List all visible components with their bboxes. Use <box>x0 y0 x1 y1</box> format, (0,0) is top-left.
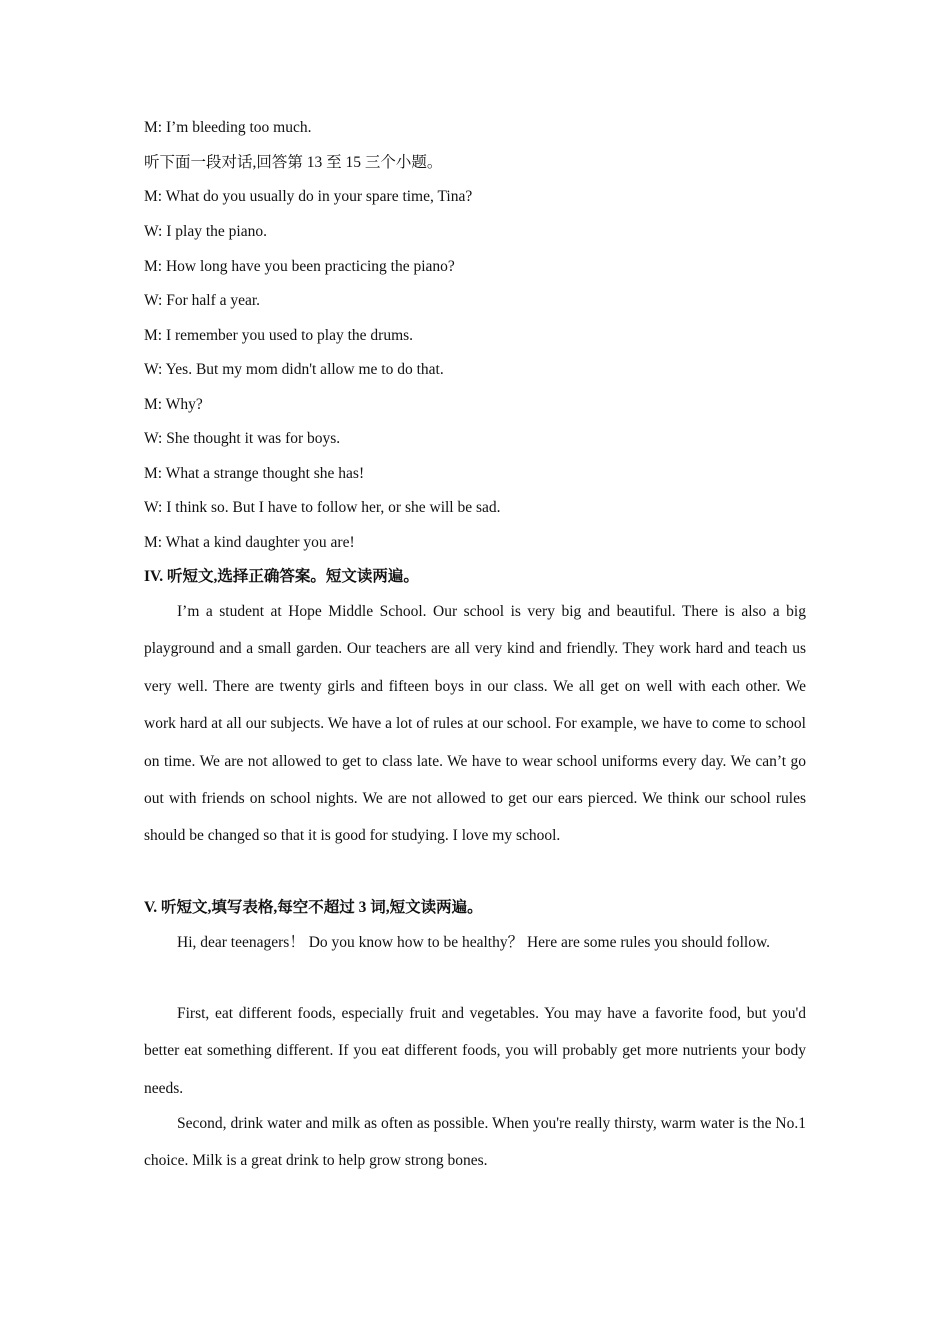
dialogue-line: M: I remember you used to play the drums. <box>144 327 414 344</box>
dialogue-line: W: She thought it was for boys. <box>144 430 341 447</box>
section-iv-heading: IV. 听短文,选择正确答案。短文读两遍。 <box>144 568 419 585</box>
dialogue-line: W: Yes. But my mom didn't allow me to do that. <box>144 361 444 378</box>
dialogue-line: M: How long have you been practicing the piano? <box>144 258 455 275</box>
dialogue-line: W: For half a year. <box>144 292 261 309</box>
dialogue-line: M: What a strange thought she has! <box>144 465 365 482</box>
section-v-paragraph: First, eat different foods, especially fruit and vegetables. You may have a favorite food, but you'd better eat something different. If you eat different foods, you will probably get more nutrients your body needs. <box>144 1005 806 1097</box>
section-iv-passage: I’m a student at Hope Middle School. Our school is very big and beautiful. There is also a big playground and a small garden. Our teachers are all very kind and friendly. They work hard and teach us very well. There are twenty girls and fifteen boys in our class. We all get on well with each other. We work hard at all our subjects. We have a lot of rules at our school. For example, we have to come to school on time. We are not allowed to get to class late. We have to wear school uniforms every day. We can’t go out with friends on school nights. We are not allowed to get our ears pierced. We think our school rules should be changed so that it is good for studying. I love my school. <box>144 603 806 845</box>
dialogue-line: M: What a kind daughter you are! <box>144 534 355 551</box>
section-instruction: 听下面一段对话,回答第 13 至 15 三个小题。 <box>144 154 443 171</box>
dialogue-line: M: Why? <box>144 396 203 413</box>
dialogue-line: W: I think so. But I have to follow her, or she will be sad. <box>144 499 501 516</box>
section-v-heading: V. 听短文,填写表格,每空不超过 3 词,短文读两遍。 <box>144 899 483 916</box>
dialogue-line: M: I’m bleeding too much. <box>144 119 312 136</box>
dialogue-line: M: What do you usually do in your spare time, Tina? <box>144 188 473 205</box>
section-v-paragraph: Hi, dear teenagers！ Do you know how to be healthy？ Here are some rules you should follow. <box>177 934 771 951</box>
dialogue-line: W: I play the piano. <box>144 223 267 240</box>
section-v-paragraph: Second, drink water and milk as often as possible. When you're really thirsty, warm water is the No.1 choice. Milk is a great drink to help grow strong bones. <box>144 1115 806 1170</box>
